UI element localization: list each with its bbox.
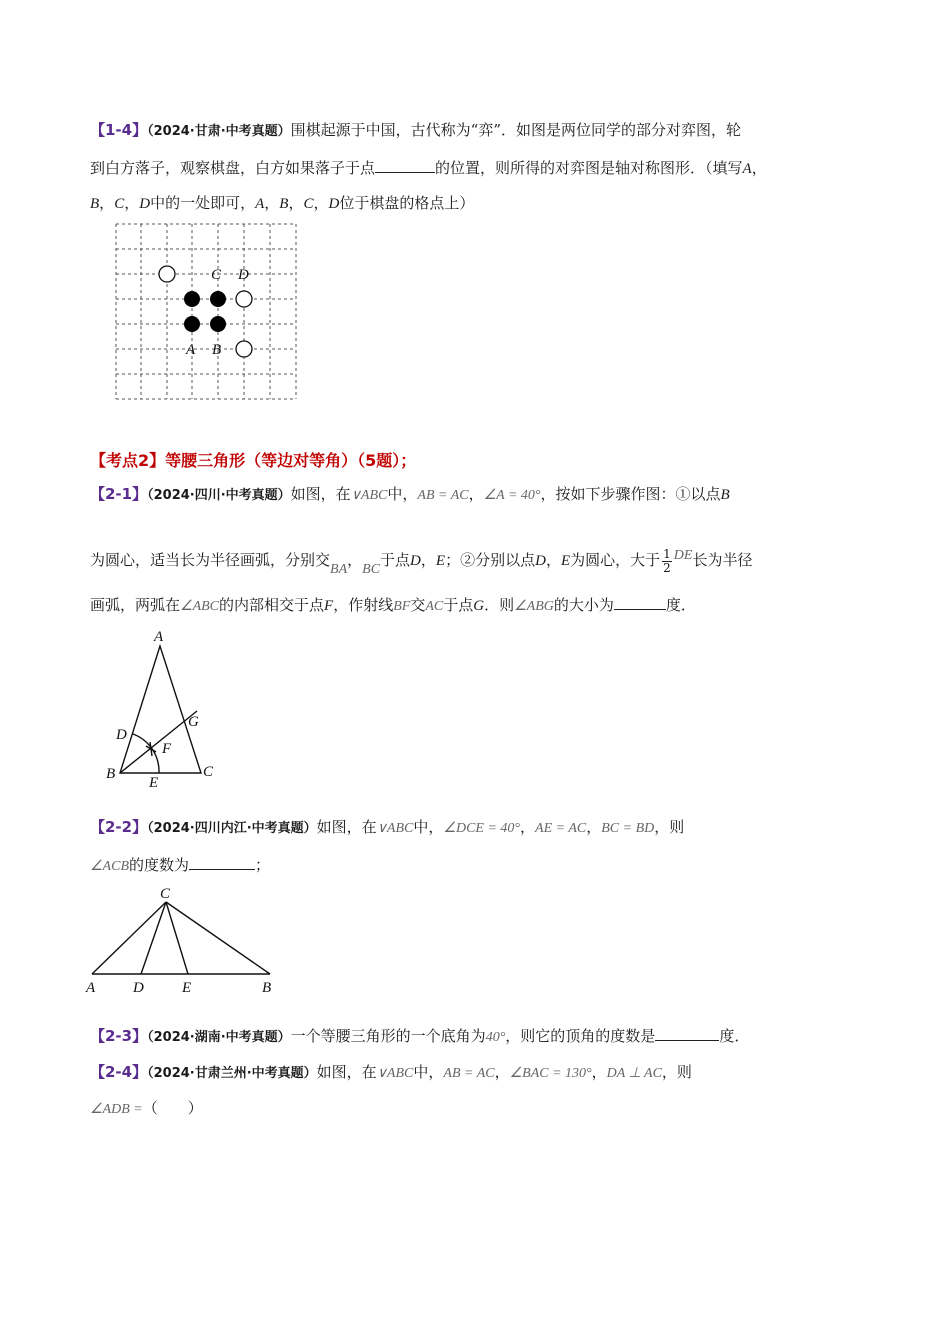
math-expr: ∠A = 40° <box>483 488 541 503</box>
punct: ； <box>255 856 271 874</box>
q2-3-line1 <box>90 1026 749 1048</box>
point-label: C <box>114 196 125 212</box>
math-expr: 40° <box>485 1030 506 1045</box>
question-text: 的度数为 <box>129 856 190 874</box>
white-stone <box>236 341 252 357</box>
point-label: C <box>203 764 214 780</box>
triangle-figure-2-2 <box>82 882 282 997</box>
punct: ， <box>494 1063 510 1081</box>
triangle-figure-2-1 <box>100 625 230 795</box>
q2-1-line3 <box>90 595 696 617</box>
point-label: D <box>410 553 421 569</box>
math-expr: ∨ABC <box>376 1066 414 1081</box>
point-label: E <box>149 775 159 791</box>
q2-2-line2 <box>90 855 270 877</box>
question-text: 如图，在 <box>316 1063 377 1081</box>
point-label: C <box>211 267 222 283</box>
white-stone <box>159 266 175 282</box>
point-label: B <box>262 980 272 996</box>
question-text: 度． <box>665 596 696 614</box>
q1-4-line1 <box>90 120 741 142</box>
white-stone <box>236 291 252 307</box>
math-expr: BF <box>393 599 411 614</box>
question-text: ；②分别以点 <box>445 551 536 569</box>
math-expr: BA <box>330 562 348 577</box>
math-expr: DE <box>673 548 693 563</box>
fraction-numerator: 1 <box>663 546 671 561</box>
question-source: （2024·湖南·中考真题） <box>147 1030 291 1045</box>
question-tag: 【2-4】 <box>90 1063 148 1081</box>
question-text: ，则 <box>661 1063 692 1081</box>
question-source: （2024·四川内江·中考真题） <box>147 821 317 836</box>
question-text: 中， <box>413 818 444 836</box>
math-expr: BC = BD <box>601 821 655 836</box>
math-expr: ∨ABC <box>350 488 388 503</box>
black-stone <box>210 316 226 332</box>
point-label: C <box>160 886 171 902</box>
math-expr: ∠ABC <box>180 599 220 614</box>
math-expr: ∠DCE = 40° <box>443 821 521 836</box>
point-label: B <box>212 342 222 358</box>
question-text: ，则它的顶角的度数是 <box>505 1027 656 1045</box>
question-text: 的大小为 <box>553 596 614 614</box>
point-label: A <box>86 980 96 996</box>
point-label: A <box>255 196 265 212</box>
q2-4-line2 <box>90 1098 203 1120</box>
question-text: 一个等腰三角形的一个底角为 <box>290 1027 486 1045</box>
question-source: （2024·甘肃兰州·中考真题） <box>147 1066 317 1081</box>
point-label: D <box>116 727 127 743</box>
math-expr: DA ⊥ AC <box>606 1066 662 1081</box>
math-expr: ∨ABC <box>376 821 414 836</box>
math-expr: ∠ADB = <box>90 1102 143 1117</box>
math-expr: ∠ABG <box>514 599 554 614</box>
question-text: 中， <box>413 1063 444 1081</box>
math-expr: AC <box>425 599 444 614</box>
point-label: F <box>162 741 172 757</box>
black-stone <box>184 316 200 332</box>
point-label: A <box>186 342 196 358</box>
answer-blank[interactable] <box>375 158 435 173</box>
question-text: 如图，在 <box>316 818 377 836</box>
q1-4-line3: B，C，D中的一处即可，A，B，C，D位于棋盘的格点上） <box>90 194 475 212</box>
go-board-figure <box>110 220 305 405</box>
point-label: G <box>473 598 485 614</box>
question-text: 为圆心，适当长为半径画弧，分别交 <box>90 551 331 569</box>
point-label: D <box>328 196 340 212</box>
point-label: E <box>560 553 571 569</box>
punct: ， <box>520 818 536 836</box>
question-text: 到白方落子，观察棋盘，白方如果落子于点 <box>90 159 376 177</box>
punct: ， <box>591 1063 607 1081</box>
question-source: （2024·四川·中考真题） <box>147 488 291 503</box>
math-expr: ∠BAC = 130° <box>509 1066 592 1081</box>
question-text: 位于棋盘的格点上） <box>339 194 475 212</box>
answer-parentheses[interactable]: （ ） <box>142 1099 203 1117</box>
math-expr: AE = AC <box>535 821 587 836</box>
point-label: B <box>90 196 100 212</box>
punct: ， <box>586 818 602 836</box>
question-text: 围棋起源于中国，古代称为“弈”．如图是两位同学的部分对弈图，轮 <box>290 121 742 139</box>
point-label: E <box>435 553 446 569</box>
question-text: ，作射线 <box>333 596 394 614</box>
question-text: 度． <box>719 1027 750 1045</box>
black-stone <box>210 291 226 307</box>
fraction-denominator: 2 <box>663 560 671 575</box>
question-text: 的内部相交于点 <box>219 596 325 614</box>
punct: ， <box>468 485 484 503</box>
question-text: 画弧，两弧在 <box>90 596 181 614</box>
point-label: B <box>106 766 116 782</box>
punct: ， <box>347 551 363 569</box>
point-label: E <box>182 980 192 996</box>
point-label: G <box>188 714 199 730</box>
point-label: D <box>133 980 144 996</box>
q2-4-line1 <box>90 1062 692 1084</box>
question-source: （2024·甘肃·中考真题） <box>147 124 291 139</box>
question-text: ，按如下步骤作图：①以点 <box>540 485 721 503</box>
math-expr: ∠ACB <box>90 859 129 874</box>
point-label: A <box>154 629 164 645</box>
q2-1-line2 <box>90 547 752 575</box>
point-label: D <box>238 267 249 283</box>
question-tag: 【2-2】 <box>90 818 148 836</box>
punct: ， <box>545 551 561 569</box>
punct: ， <box>420 551 436 569</box>
answer-blank[interactable] <box>614 595 666 610</box>
question-text: 的位置，则所得的对弈图是轴对称图形．（填写 <box>435 159 743 177</box>
point-label: D <box>535 553 546 569</box>
question-text: ．则 <box>484 596 515 614</box>
question-text: 于点 <box>380 551 411 569</box>
question-text: 中的一处即可， <box>150 194 256 212</box>
math-expr: BC <box>362 562 381 577</box>
q2-1-line1 <box>90 484 730 506</box>
answer-blank[interactable] <box>189 855 255 870</box>
q1-4-line2: 到白方落子，观察棋盘，白方如果落子于点 的位置，则所得的对弈图是轴对称图形．（填写A， <box>90 159 767 177</box>
point-label: D <box>139 196 151 212</box>
question-text: 为圆心，大于 <box>570 551 661 569</box>
point-label: B <box>279 196 289 212</box>
point-label: C <box>303 196 314 212</box>
answer-blank[interactable] <box>655 1026 719 1041</box>
section-heading: 【考点2】等腰三角形（等边对等角）（5题）； <box>90 451 417 470</box>
point-label: A <box>742 161 752 177</box>
question-text: ，则 <box>654 818 685 836</box>
question-text: 于点 <box>443 596 474 614</box>
question-text: 长为半径 <box>692 551 753 569</box>
question-text: 交 <box>410 596 426 614</box>
question-text: 如图，在 <box>290 485 351 503</box>
question-tag: 【2-1】 <box>90 485 148 503</box>
question-tag: 【2-3】 <box>90 1027 148 1045</box>
question-tag: 【1-4】 <box>90 121 148 139</box>
black-stone <box>184 291 200 307</box>
q2-2-line1 <box>90 817 684 839</box>
point-label: B <box>720 487 730 503</box>
fraction <box>662 548 672 575</box>
math-expr: AB = AC <box>443 1066 495 1081</box>
math-expr: AB = AC <box>417 488 469 503</box>
point-label: F <box>324 598 334 614</box>
question-text: 中， <box>387 485 418 503</box>
